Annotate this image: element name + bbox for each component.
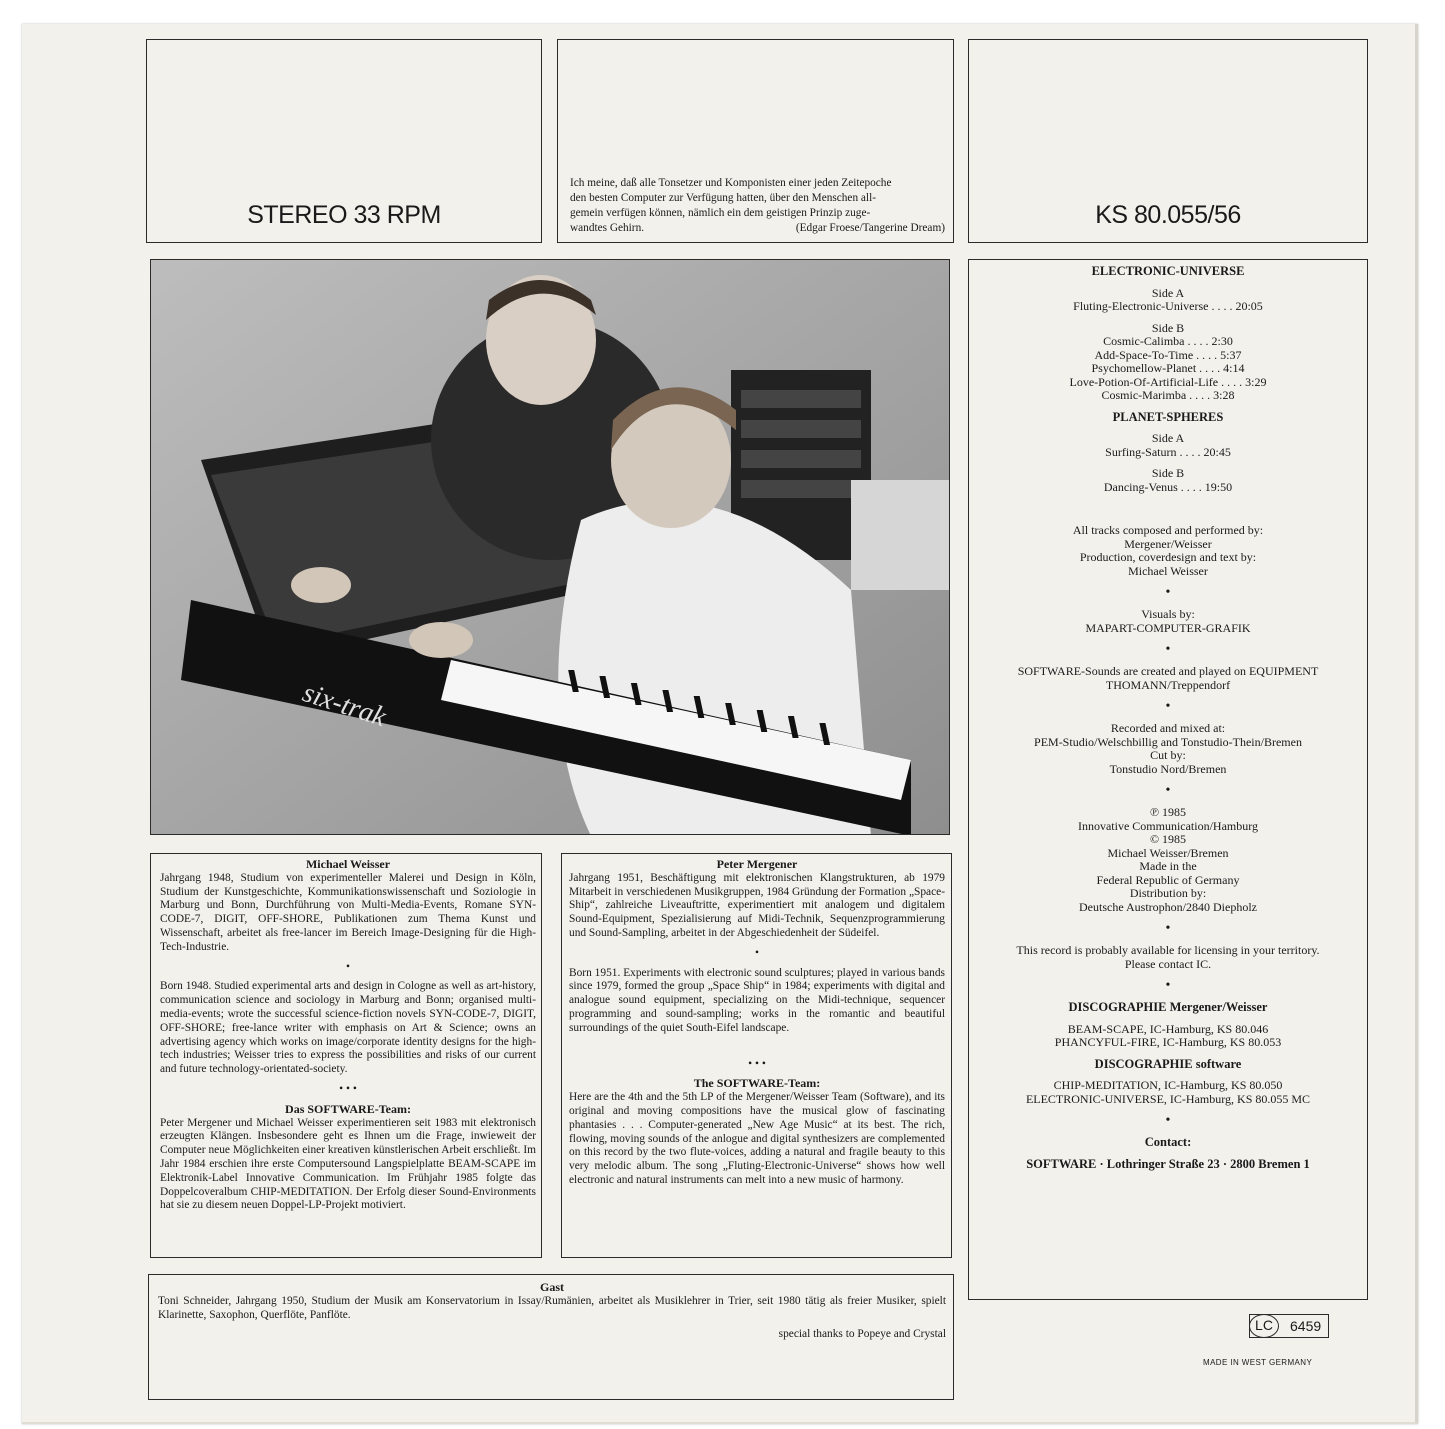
contact-address: SOFTWARE · Lothringer Straße 23 · 2800 Bremen 1 [1026, 1156, 1310, 1171]
quote-line: wandtes Gehirn. [570, 222, 645, 234]
quote-line: Ich meine, daß alle Tonsetzer und Komponisten einer jeden Zeitepoche [570, 177, 892, 189]
credit-line: THOMANN/Treppendorf [1105, 677, 1231, 692]
quote-line: den besten Computer zur Verfügung hatten, über den Menschen all- [570, 192, 876, 204]
bio-mergener [569, 858, 945, 1188]
band-photo [150, 259, 950, 835]
credit-line: Innovative Communication/Hamburg [1077, 818, 1259, 833]
credit-line: Recorded and mixed at: [1110, 721, 1226, 735]
separator-dot: • [346, 960, 350, 973]
separator-dot: • [1165, 921, 1171, 936]
credit-line: Deutsche Austrophon/2840 Diepholz [1079, 899, 1257, 914]
track: Add-Space-To-Time . . . . 5:37 [1094, 347, 1242, 362]
track: Surfing-Saturn . . . . 20:45 [1105, 444, 1231, 459]
track: Fluting-Electronic-Universe . . . . 20:05 [1073, 299, 1263, 313]
guest [158, 1281, 946, 1342]
credit-line: © 1985 [1149, 832, 1187, 846]
made-in-label: MADE IN WEST GERMANY [1203, 1358, 1313, 1367]
lc-logo: LC [1249, 1314, 1279, 1338]
discography-entry: CHIP-MEDITATION, IC-Hamburg, KS 80.050 [1053, 1078, 1283, 1092]
credit-line: PEM-Studio/Welschbillig and Tonstudio-Thein/Bremen [1034, 734, 1302, 749]
credit-line: MAPART-COMPUTER-GRAFIK [1085, 620, 1251, 635]
team-text: Peter Mergener und Michael Weisser experimentieren seit 1983 mit elektronisch erzeugten Klängen. Insbesondere geht es Ihnen um die Frage, inwieweit der Computer neue Möglichkeiten einer kreativen künstlerischen Arbeit erschließt. Im Jahr 1984 erschien ihre erste Computersound Langspielplatte BEAM-SCAPE im Elektronik-Label Innovative Communication. Im Frühjahr 1985 folgte das Doppelcoveralbum CHIP-MEDITATION. Der Erfolg dieser Sound-Environments hat sie zu diesem neuen Doppel-LP-Projekt motiviert. [160, 1116, 536, 1212]
credit-line: Production, coverdesign and text by: [1079, 550, 1257, 564]
credit-line: Distribution by: [1129, 886, 1207, 900]
separator-dot: • [1165, 699, 1171, 714]
catalog-box [968, 39, 1368, 243]
discography-entry: ELECTRONIC-UNIVERSE, IC-Hamburg, KS 80.055 MC [1025, 1091, 1311, 1106]
credit-line: Visuals by: [1141, 607, 1195, 621]
format-label: STEREO 33 RPM [247, 201, 441, 229]
track: Cosmic-Calimba . . . . 2:30 [1103, 334, 1233, 348]
track: Psychomellow-Planet . . . . 4:14 [1091, 361, 1245, 375]
credit-line: Federal Republic of Germany [1096, 872, 1240, 887]
synth-brand-label: six-trak [298, 677, 390, 734]
track: Dancing-Venus . . . . 19:50 [1103, 479, 1233, 494]
album-title: PLANET-SPHERES [1112, 409, 1224, 424]
bio-name: Michael Weisser [305, 857, 391, 871]
credit-line: This record is probably available for licensing in your territory. [1016, 943, 1320, 957]
bio-english: Born 1948. Studied experimental arts and design in Cologne as well as art-history, communication science and sociology in Marburg and Bonn; organised multi-media-events; wrote the successful science-fiction novels SYN-CODE-7, DIGIT, OFF-SHORE; free-lance writer with emphasis on Art & Science; owns an advertising agency which works on image/corporate identity designs for the high-tech industries; Weisser tries to express the possibilities and risks of our current and future technology-orientated-society. [160, 980, 536, 1076]
separator-dot: • [1165, 783, 1171, 798]
guest-text: Toni Schneider, Jahrgang 1950, Studium der Musik am Konservatorium in Issay/Rumänien, arbeitet als Musiklehrer in Trier, seit 1980 tätig als freier Musiker, spielt Klarinette, Saxophon, Querflöte, Panflöte. [158, 1294, 946, 1321]
quote-source: (Edgar Froese/Tangerine Dream) [795, 222, 945, 234]
credit-line: Mergener/Weisser [1124, 536, 1212, 551]
separator-dot: • [1165, 642, 1171, 657]
credit-line: Please contact IC. [1124, 956, 1212, 971]
credit-line: Michael Weisser [1128, 563, 1208, 578]
separator-dot: • [1165, 1113, 1171, 1128]
guest-title: Gast [540, 1280, 564, 1294]
credit-line: SOFTWARE-Sounds are created and played on EQUIPMENT [1017, 664, 1319, 678]
separator-dot: • [755, 946, 759, 959]
credit-line: Michael Weisser/Bremen [1107, 845, 1229, 860]
credit-line: Made in the [1139, 859, 1197, 873]
quote-text [570, 176, 945, 236]
bio-german: Jahrgang 1951, Beschäftigung mit elektronischen Klangstrukturen, ab 1979 Mitarbeit in verschiedenen Musikgruppen, 1984 Gründung der Formation „Space-Ship“, zahlreiche Liveauftritte, experimentiert mit analogem und digitalem Sound-Equipment, Spezialisierung auf Midi-Technik, Sequenzprogrammierung und Sound-Sampling, arbeitet in der Abgeschiedenheit der Südeifel. [569, 871, 945, 939]
label-code [1249, 1314, 1329, 1338]
credit-line: ℗ 1985 [1149, 805, 1187, 819]
thanks-line: special thanks to Popeye and Crystal [778, 1328, 946, 1341]
quote-box [557, 39, 954, 243]
separator-dots: • • • [748, 1057, 766, 1070]
track: Cosmic-Marimba . . . . 3:28 [1101, 388, 1235, 402]
team-title: The SOFTWARE-Team: [693, 1076, 821, 1091]
side-label: Side A [1151, 431, 1185, 445]
tracklist [968, 259, 1368, 1300]
discography-entry: PHANCYFUL-FIRE, IC-Hamburg, KS 80.053 [1054, 1035, 1282, 1049]
credit-line: All tracks composed and performed by: [1072, 523, 1264, 537]
side-label: Side B [1151, 466, 1185, 480]
bio-weisser [160, 858, 536, 1213]
discography-title: DISCOGRAPHIE software [1094, 1056, 1242, 1071]
album-title: ELECTRONIC-UNIVERSE [1091, 264, 1245, 278]
bio-german: Jahrgang 1948, Studium von experimenteller Malerei und Design in Köln, Studium der Kunstgeschichte, Kommunikationswissenschaft und Soziologie in Marburg und Bonn, Durchführung von Multi-Media-Events, Romane SYN-CODE-7, DIGIT, OFF-SHORE, Publikationen zum Thema Kunst und Wissenschaft, arbeitet als free-lancer im Bereich Image-Designing für die High-Tech-Industrie. [160, 871, 536, 953]
lc-number: 6459 [1290, 1318, 1322, 1334]
team-title: Das SOFTWARE-Team: [285, 1101, 411, 1116]
separator-dot: • [1165, 585, 1171, 600]
discography-title: DISCOGRAPHIE Mergener/Weisser [1068, 1000, 1268, 1014]
quote-line: gemein verfügen können, nämlich ein dem geistigen Prinzip zuge- [570, 207, 871, 219]
contact-title: Contact: [1144, 1135, 1192, 1149]
separator-dot: • [1165, 978, 1171, 993]
discography-entry: BEAM-SCAPE, IC-Hamburg, KS 80.046 [1067, 1021, 1269, 1036]
side-label: Side B [1151, 320, 1185, 335]
separator-dots: • • • [339, 1082, 357, 1095]
team-text: Here are the 4th and the 5th LP of the Mergener/Weisser Team (Software), and its original and moving compositions have the musical glow of fascinating phantasies . . . Computer-generated „New Age Music“ at its best. The rich, flowing, moving sounds of the anlogue and digital synthesizers are complemented on this record by the two flute-voices, adding a natural and fragile beauty to this very melodic album. The song „Fluting-Electronic-Universe“ shows how well electronic and natural instruments can melt into a new music of harmony. [569, 1091, 945, 1186]
credit-line: Tonstudio Nord/Bremen [1109, 761, 1227, 776]
bio-name: Peter Mergener [716, 857, 798, 871]
catalog-number: KS 80.055/56 [1095, 201, 1241, 229]
format-box [146, 39, 542, 243]
track: Love-Potion-Of-Artificial-Life . . . . 3:29 [1069, 374, 1267, 389]
credit-line: Cut by: [1150, 748, 1186, 762]
bio-english: Born 1951. Experiments with electronic sound sculptures; played in various bands since 1979, formed the group „Space Ship“ in 1984; experiments with digital and analogue sound equipment, specializing on the Midi-technique, sequencer programming and sound-sampling; works in the romantic and beautiful surroundings of the quiet South-Eifel landscape. [569, 966, 945, 1034]
side-label: Side A [1151, 285, 1185, 300]
